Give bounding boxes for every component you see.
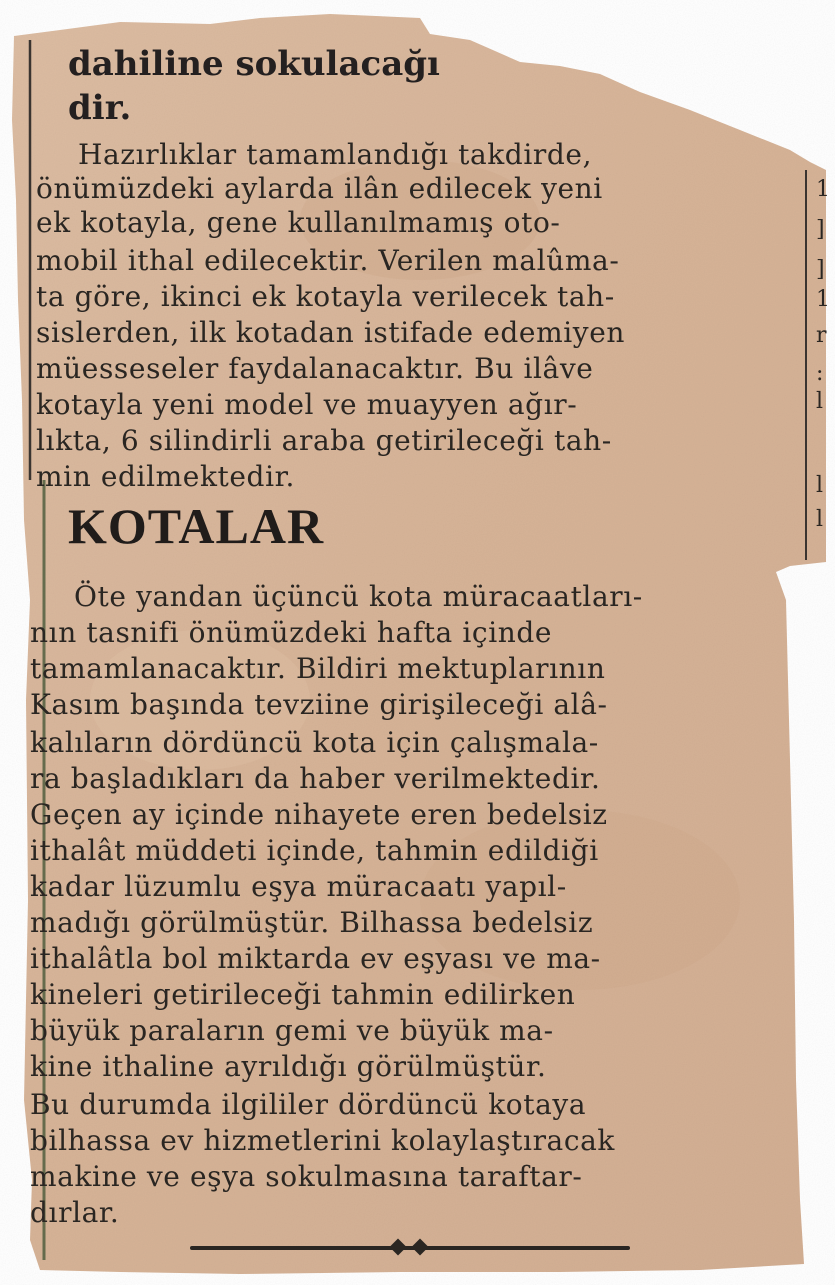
text-line: min edilmektedir. <box>36 460 296 493</box>
svg-text:r: r <box>816 323 827 348</box>
text-line: lıkta, 6 silindirli araba getirileceği tah- <box>36 424 612 457</box>
text-line: Kasım başında tevziine girişileceği alâ- <box>30 688 608 721</box>
text-line: ta göre, ikinci ek kotayla verilecek tah- <box>36 280 615 313</box>
svg-text:1: 1 <box>816 177 830 202</box>
text-line: tamamlanacaktır. Bildiri mektuplarının <box>30 652 606 685</box>
svg-text:]: ] <box>816 257 825 282</box>
text-line: ek kotayla, gene kullanılmamış oto- <box>36 206 561 239</box>
svg-text::: : <box>816 361 824 386</box>
headline-line-2: dir. <box>68 88 132 128</box>
text-line: büyük paraların gemi ve büyük ma- <box>30 1014 554 1047</box>
text-line: makine ve eşya sokulmasına taraftar- <box>30 1160 583 1193</box>
svg-text:]: ] <box>816 217 825 242</box>
text-line: Bu durumda ilgililer dördüncü kotaya <box>30 1088 587 1121</box>
section-heading: KOTALAR <box>68 498 325 554</box>
svg-text:1: 1 <box>816 287 830 312</box>
end-rule <box>190 1246 630 1250</box>
text-line: Geçen ay içinde nihayete eren bedelsiz <box>30 798 608 831</box>
svg-text:l: l <box>816 507 824 532</box>
text-line: ithalâtla bol miktarda ev eşyası ve ma- <box>30 942 601 975</box>
text-line: kalıların dördüncü kota için çalışmala- <box>30 726 599 759</box>
text-line: kine ithaline ayrıldığı görülmüştür. <box>30 1050 547 1083</box>
text-line: dırlar. <box>30 1196 120 1229</box>
text-line: kotayla yeni model ve muayyen ağır- <box>36 388 578 421</box>
text-line: madığı görülmüştür. Bilhassa bedelsiz <box>30 906 594 939</box>
text-line: Öte yandan üçüncü kota müracaatları- <box>74 580 643 613</box>
text-line: Hazırlıklar tamamlandığı takdirde, <box>78 138 593 171</box>
text-line: nın tasnifi önümüzdeki hafta içinde <box>30 616 553 649</box>
text-line: ithalât müddeti içinde, tahmin edildiği <box>30 834 599 867</box>
text-line: kineleri getirileceği tahmin edilirken <box>30 978 576 1011</box>
text-line: sislerden, ilk kotadan istifade edemiyen <box>36 316 626 349</box>
text-line: önümüzdeki aylarda ilân edilecek yeni <box>36 172 603 205</box>
text-line: müesseseler faydalanacaktır. Bu ilâve <box>36 352 594 385</box>
text-line: mobil ithal edilecektir. Verilen malûma- <box>36 244 620 277</box>
svg-text:l: l <box>816 473 824 498</box>
headline-line-1: dahiline sokulacağı <box>68 44 440 84</box>
text-line: ra başladıkları da haber verilmektedir. <box>30 762 601 795</box>
text-line: bilhassa ev hizmetlerini kolaylaştıracak <box>30 1124 615 1157</box>
svg-text:l: l <box>816 389 824 414</box>
text-line: kadar lüzumlu eşya müracaatı yapıl- <box>30 870 567 903</box>
